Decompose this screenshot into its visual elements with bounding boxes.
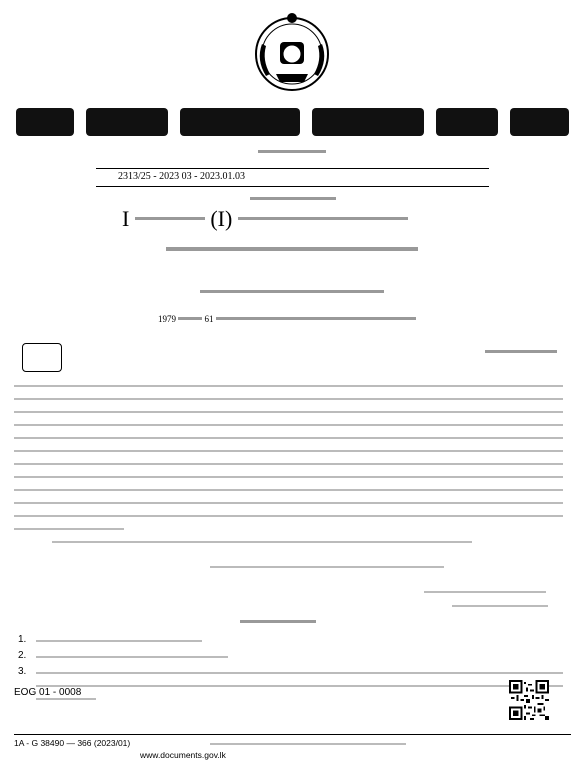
by-order-line-placeholder bbox=[210, 566, 444, 568]
part-roman: I bbox=[122, 206, 130, 231]
extraordinary-label-placeholder bbox=[258, 150, 326, 153]
seal-box bbox=[22, 343, 62, 372]
regulations-title-placeholder bbox=[200, 290, 384, 293]
secretary-name-placeholder bbox=[424, 591, 546, 593]
section-roman: (I) bbox=[210, 206, 233, 231]
issue-line-top-rule bbox=[96, 168, 489, 169]
published-by-authority-placeholder bbox=[250, 197, 336, 200]
annex-item-1-placeholder bbox=[36, 640, 202, 642]
website: www.documents.gov.lk bbox=[140, 750, 226, 760]
statute-number: 61 bbox=[204, 314, 214, 324]
annex-item-3-number: 3. bbox=[18, 666, 27, 677]
issue-year: 2023 bbox=[159, 171, 180, 182]
print-code: 1A - G 38490 — 366 (2023/01) bbox=[14, 738, 131, 748]
annex-item-2-placeholder bbox=[36, 656, 228, 658]
signatory-name-placeholder bbox=[485, 350, 557, 353]
statute-reference bbox=[158, 314, 416, 324]
secretary-title-placeholder bbox=[452, 605, 548, 607]
statute-year: 1979 bbox=[158, 314, 176, 324]
issue-line-bottom-rule bbox=[96, 186, 489, 187]
issue-date: 2023.01.03 bbox=[199, 171, 245, 182]
annex-item-3-placeholder bbox=[36, 672, 563, 674]
printer-line-placeholder bbox=[210, 743, 406, 745]
footer-rule bbox=[14, 734, 571, 735]
qr-code-icon bbox=[509, 680, 549, 720]
issue-number: 2313/25 bbox=[118, 171, 151, 182]
dated-line-placeholder bbox=[52, 541, 472, 543]
gazette-masthead-placeholder bbox=[16, 104, 569, 140]
part-heading bbox=[122, 206, 408, 232]
issue-day: 03 bbox=[181, 171, 192, 182]
document-code: EOG 01 - 0008 bbox=[14, 687, 82, 698]
schedule-heading-placeholder bbox=[240, 620, 316, 623]
state-emblem-icon bbox=[250, 4, 334, 104]
annex-item-2-number: 2. bbox=[18, 650, 27, 661]
issue-line: 2313/25 - 2023 03 - 2023.01.03 bbox=[118, 171, 245, 182]
annex-item-1-number: 1. bbox=[18, 634, 27, 645]
subheading-placeholder bbox=[166, 247, 418, 251]
